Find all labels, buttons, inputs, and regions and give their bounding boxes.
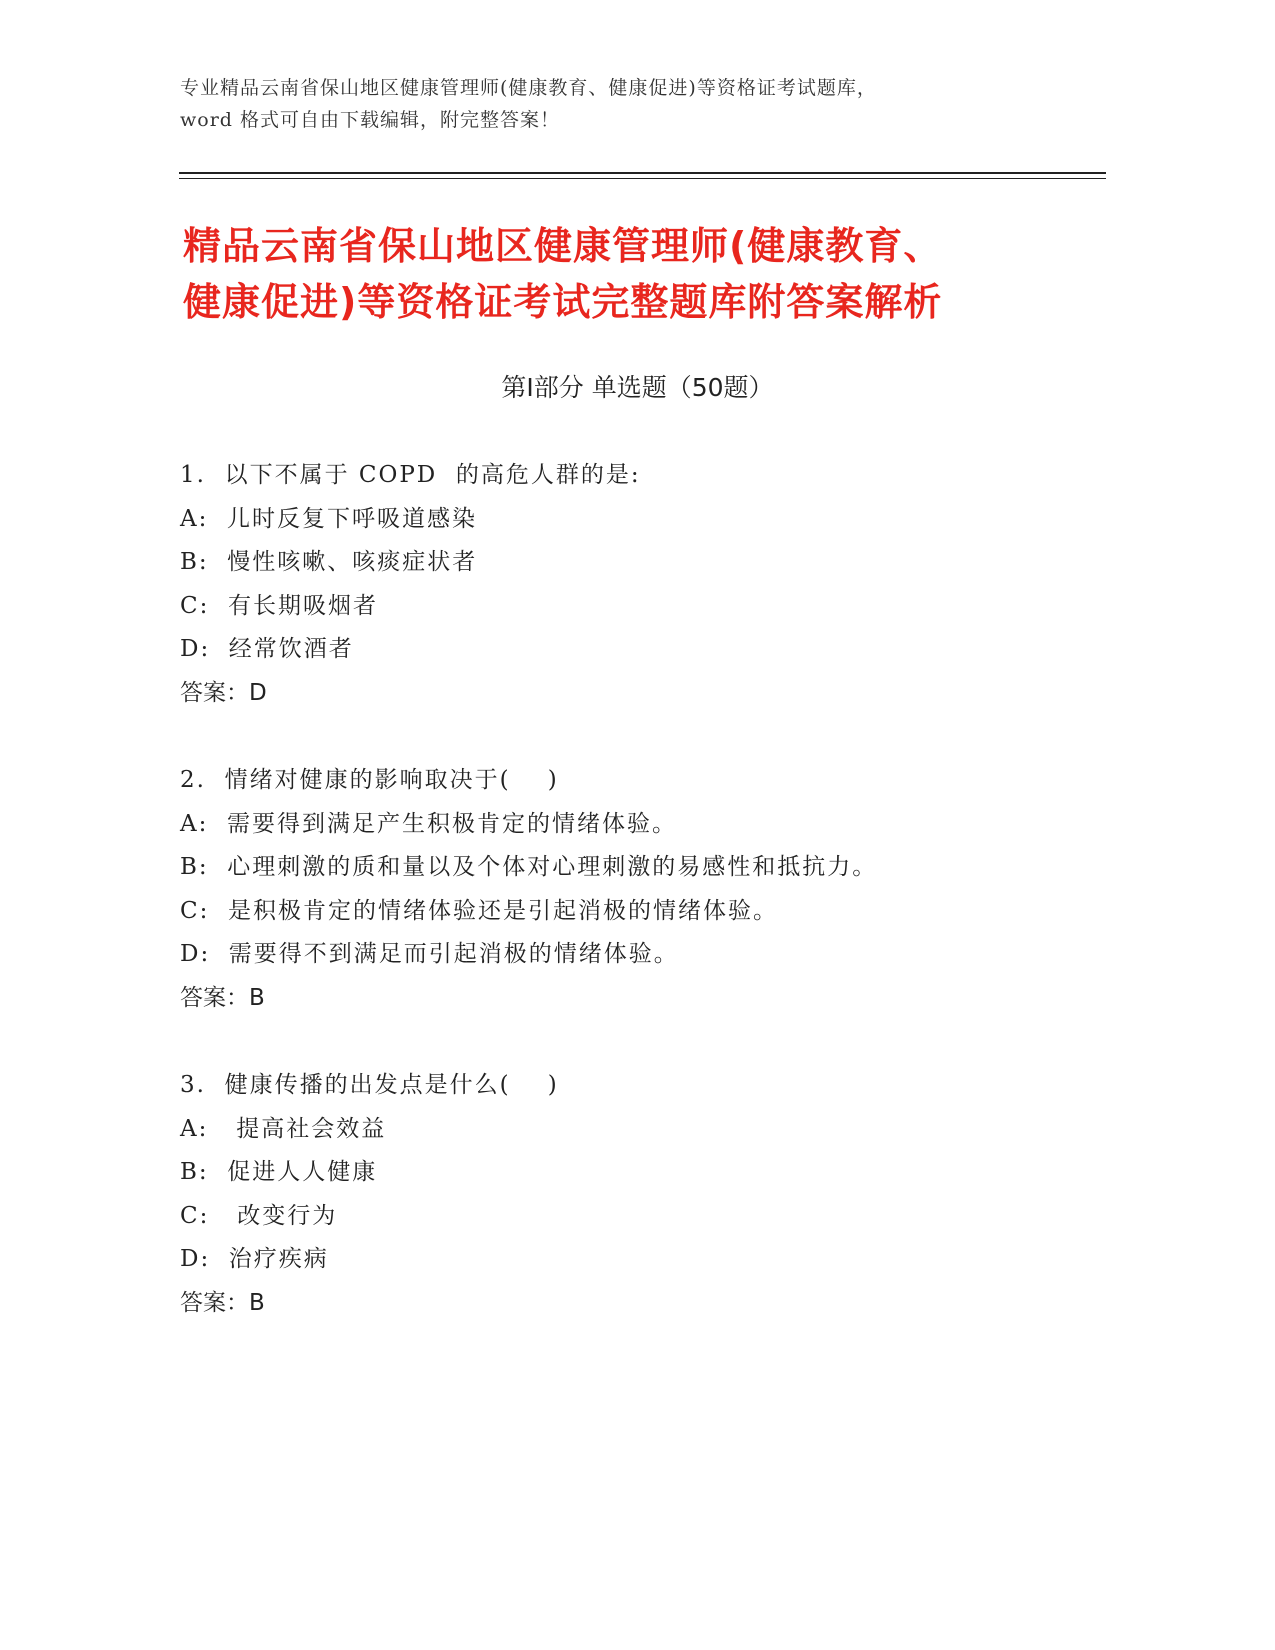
header-divider-thin xyxy=(179,178,1106,179)
document-title xyxy=(183,218,1083,330)
header-note-line-2: word 格式可自由下载编辑，附完整答案！ xyxy=(180,109,560,131)
question-stem: 1. 以下不属于 COPD 的高危人群的是: xyxy=(180,462,641,488)
question-1 xyxy=(180,454,1080,716)
document-title-line-1: 精品云南省保山地区健康管理师(健康教育、 xyxy=(183,224,943,268)
option-c: C: 改变行为 xyxy=(180,1202,338,1229)
question-2 xyxy=(180,759,1080,1021)
document-title-line-2: 健康促进)等资格证考试完整题库附答案解析 xyxy=(183,280,943,324)
option-b: B: 促进人人健康 xyxy=(180,1159,378,1186)
header-divider-thick xyxy=(179,172,1106,174)
option-b: B: 慢性咳嗽、咳痰症状者 xyxy=(180,549,478,576)
section-heading: 第Ⅰ部分 单选题（50题） xyxy=(501,373,774,402)
header-note-line-1: 专业精品云南省保山地区健康管理师(健康教育、健康促进)等资格证考试题库， xyxy=(180,77,877,99)
header-note xyxy=(180,72,1110,136)
option-c: C: 有长期吸烟者 xyxy=(180,592,378,619)
option-d: D: 经常饮酒者 xyxy=(180,636,354,663)
question-stem: 3. 健康传播的出发点是什么( ) xyxy=(180,1072,559,1098)
question-stem: 2. 情绪对健康的影响取决于( ) xyxy=(180,767,559,793)
answer-line: 答案：D xyxy=(180,679,267,706)
answer-line: 答案：B xyxy=(180,1289,265,1316)
option-a: A: 提高社会效益 xyxy=(180,1115,387,1142)
option-a: A: 儿时反复下呼吸道感染 xyxy=(180,505,477,532)
option-c: C: 是积极肯定的情绪体验还是引起消极的情绪体验。 xyxy=(180,897,778,924)
answer-line: 答案：B xyxy=(180,984,265,1011)
option-a: A: 需要得到满足产生积极肯定的情绪体验。 xyxy=(180,810,677,837)
option-b: B: 心理刺激的质和量以及个体对心理刺激的易感性和抵抗力。 xyxy=(180,854,878,881)
option-d: D: 治疗疾病 xyxy=(180,1246,329,1273)
question-3 xyxy=(180,1064,1080,1326)
option-d: D: 需要得不到满足而引起消极的情绪体验。 xyxy=(180,941,679,968)
